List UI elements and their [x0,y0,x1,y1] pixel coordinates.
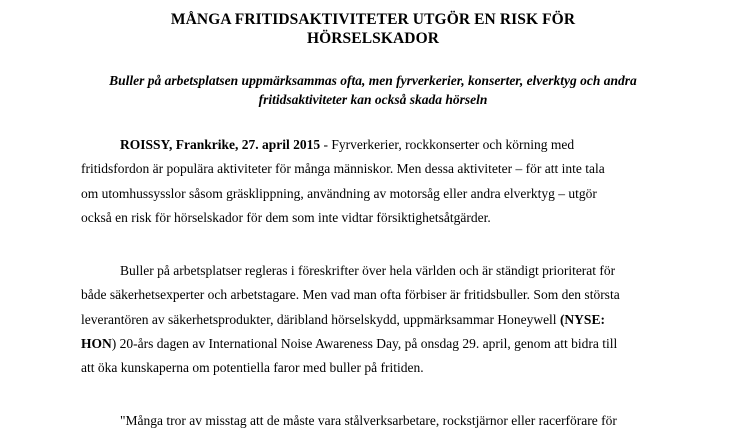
paragraph-1-line-1 [120,136,574,154]
paragraph-1-line-1-text: - Fyrverkerier, rockkonserter och körning med [320,137,575,152]
headline-line-1: MÅNGA FRITIDSAKTIVITETER UTGÖR EN RISK FÖR [170,11,576,28]
paragraph-2-line-3-text: leverantören av säkerhetsprodukter, däribland hörselskydd, uppmärksammar Honeywell [81,312,560,327]
paragraph-2-line-3 [81,311,605,329]
paragraph-1-line-4: också en risk för hörselskador för dem som inte vidtar försiktighetsåtgärder. [81,210,491,225]
paragraph-2-line-1: Buller på arbetsplatser regleras i föreskrifter över hela världen och är ständigt prioriterat för [120,263,616,278]
paragraph-1-line-2: fritidsfordon är populära aktiviteter för många människor. Men dessa aktiviteter – för att inte tala [81,161,605,176]
paragraph-1-line-3: om utomhussysslor såsom gräsklippning, användning av motorsåg eller andra elverktyg – utgör [81,186,597,201]
paragraph-2-line-5: att öka kunskaperna om potentiella faror med buller på fritiden. [81,360,424,375]
paragraph-3-line-1: "Många tror av misstag att de måste vara stålverksarbetare, rockstjärnor eller racerförare för [120,413,617,428]
headline-line-2: HÖRSELSKADOR [306,30,440,47]
ticker-symbol-part-1: (NYSE: [559,312,605,327]
subheadline-line-2: fritidsaktiviteter kan också skada hörseln [258,92,488,107]
subheadline-line-1: Buller på arbetsplatsen uppmärksammas ofta, men fyrverkerier, konserter, elverktyg och andra [109,73,637,88]
paragraph-2-line-4-text: ) 20-års dagen av International Noise Awareness Day, på onsdag 29. april, genom att bidra till [111,336,618,351]
dateline: ROISSY, Frankrike, 27. april 2015 [120,137,321,152]
paragraph-2-line-4 [81,335,617,353]
ticker-symbol-part-2: HON [81,336,112,351]
paragraph-2-line-2: både säkerhetsexperter och arbetstagare. Men vad man ofta förbiser är fritidsbuller. Som den största [81,287,620,302]
